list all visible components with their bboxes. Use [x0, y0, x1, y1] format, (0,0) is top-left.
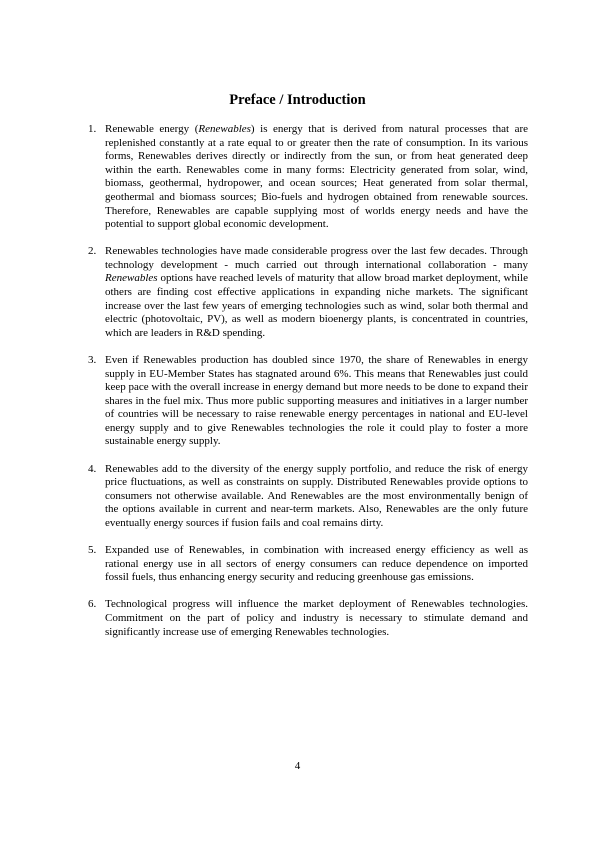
list-item	[88, 544, 528, 585]
page-title: Preface / Introduction	[229, 92, 366, 108]
text-segment: Renewable energy (	[105, 123, 199, 135]
text-segment: Renewables add to the diversity of the energy supply portfolio, and reduce the risk of energy price fluctuations, as well as constraints on supply. Distributed Renewables provide options to consumers not otherwise available. And Renewables are the most environmentally benign of the options available in current and near-term markets. Also, Renewables are the only future eventually energy sources if fusion fails and coal remains dirty.	[105, 462, 528, 529]
text-segment: Even if Renewables production has doubled since 1970, the share of Renewables in energy supply in EU-Member States has stagnated around 6%. This means that Renewables just could keep pace with the overall increase in energy demand but more needs to be done to expand their shares in the fuel mix. Thus more public supporting measures and initiatives in a larger number of countries will be necessary to raise renewable energy percentages in national and EU-level energy supply and to give Renewables technologies the role it could play to foster a more sustainable energy supply.	[105, 353, 528, 448]
list-item-text	[105, 598, 528, 637]
list-item	[88, 598, 528, 639]
text-segment: options have reached levels of maturity that allow broad market deployment, while others are finding cost effective applications in expanding niche markets. The significant increase over the last few years of emerging technologies such as wind, solar both thermal and electric (photovoltaic, PV), as well as modern bioenergy plants, is concentrated in countries, which are leaders in R&D spending.	[105, 272, 528, 339]
list-item	[88, 123, 528, 232]
text-segment: ) is energy that is derived from natural processes that are replenished constantly at a rate equal to or greater then the rate of consumption. In its various forms, Renewables derives directly or indirectly from the sun, or from heat generated deep within the earth. Renewables come in many forms: Electricity generated from solar, wind, biomass, geothermal, hydropower, and ocean sources; Heat generated from solar thermal, geothermal and biomass sources; Bio-fuels and hydrogen obtained from renewable sources. Therefore, Renewables are capable supplying most of worlds energy needs and have the potential to support global economic development.	[105, 123, 528, 231]
list-item-number: 5.	[88, 544, 97, 557]
list-item-number: 2.	[88, 245, 97, 258]
list-item-number: 1.	[88, 123, 97, 135]
numbered-list	[88, 123, 528, 653]
list-item-number: 4.	[88, 462, 97, 475]
text-segment-italic: Renewables	[105, 272, 158, 285]
text-segment: Technological progress will influence the market deployment of Renewables technologies. Commitment on the part of policy and industry is necessary to stimulate demand and significantly increase use of emerging Renewables technologies.	[105, 598, 528, 638]
list-item-number: 6.	[88, 598, 97, 611]
text-segment-italic: Renewables	[198, 123, 251, 135]
list-item	[88, 354, 528, 449]
text-segment: Renewables technologies have made considerable progress over the last few decades. Through technology development - much carried out through international collaboration - many	[105, 245, 528, 271]
page-number: 4	[294, 760, 301, 772]
list-item-text	[105, 245, 528, 339]
list-item-text	[105, 544, 528, 583]
list-item	[88, 245, 528, 340]
list-item-text	[105, 123, 528, 230]
list-item-text	[105, 354, 528, 448]
text-segment: Expanded use of Renewables, in combination with increased energy efficiency as well as rational energy use in all sectors of energy consumers can reduce dependence on imported fossil fuels, thus enhancing energy security and reducing greenhouse gas emissions.	[105, 544, 528, 584]
list-item	[88, 463, 528, 531]
list-item-text	[105, 463, 528, 529]
list-item-number: 3.	[88, 353, 97, 366]
